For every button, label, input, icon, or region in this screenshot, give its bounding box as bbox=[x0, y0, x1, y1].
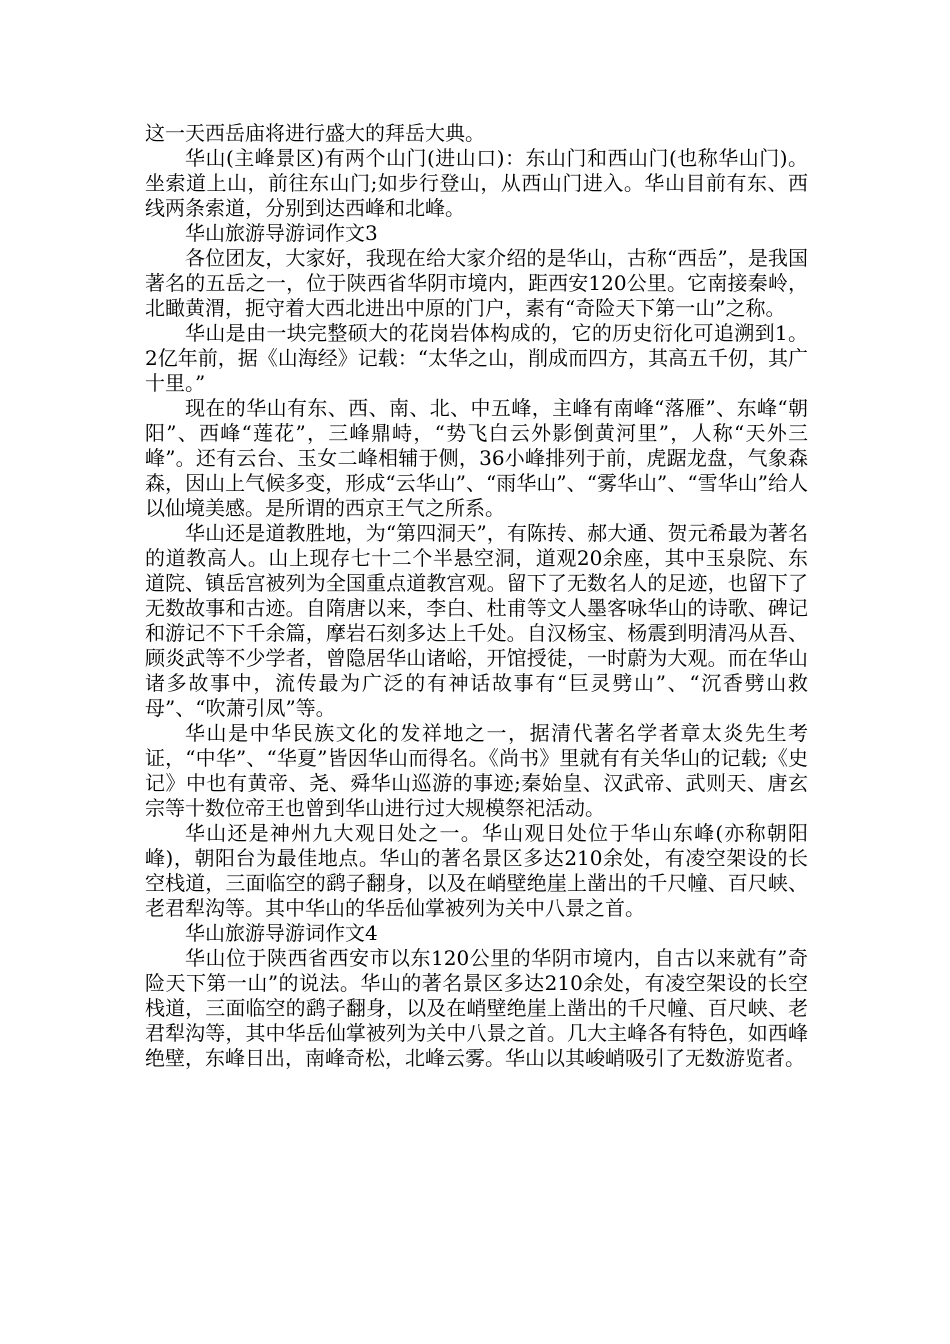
paragraph: 华山位于陕西省西安市以东120公里的华阴市境内，自古以来就有”奇险天下第一山”的说法。华山的著名景区多达210余处，有凌空架设的长空栈道，三面临空的鹞子翻身，以及在峭壁绝崖上凿出的千尺幢、百尺峡、老君犁沟等，其中华岳仙掌被列为关中八景之首。几大主峰各有特色，如西峰绝壁，东峰日出，南峰奇松，北峰云雾。华山以其峻峭吸引了无数游览者。 bbox=[145, 946, 808, 1070]
paragraph: 这一天西岳庙将进行盛大的拜岳大典。 bbox=[145, 121, 485, 145]
paragraph: 现在的华山有东、西、南、北、中五峰，主峰有南峰“落雁”、东峰“朝阳”、西峰“莲花”，三峰鼎峙，“势飞白云外影倒黄河里”，人称“天外三峰”。还有云台、玉女二峰相辅于侧，36小峰排列于前，虎踞龙盘，气象森森，因山上气候多变，形成“云华山”、“雨华山”、“雾华山”、“雪华山”给人以仙境美感。是所谓的西京王气之所系。 bbox=[145, 396, 808, 520]
section-heading: 华山旅游导游词作文4 bbox=[185, 921, 378, 945]
paragraph: 华山(主峰景区)有两个山门(进山口)：东山门和西山门(也称华山门)。坐索道上山，前往东山门;如步行登山，从西山门进入。华山目前有东、西线两条索道，分别到达西峰和北峰。 bbox=[145, 146, 808, 220]
paragraph: 华山还是神州九大观日处之一。华山观日处位于华山东峰(亦称朝阳峰)，朝阳台为最佳地点。华山的著名景区多达210余处，有凌空架设的长空栈道，三面临空的鹞子翻身，以及在峭壁绝崖上凿出的千尺幢、百尺峡、老君犁沟等。其中华山的华岳仙掌被列为关中八景之首。 bbox=[145, 821, 808, 920]
section-heading: 华山旅游导游词作文3 bbox=[185, 221, 378, 245]
document-body bbox=[145, 121, 808, 1071]
paragraph: 各位团友，大家好，我现在给大家介绍的是华山，古称“西岳”，是我国著名的五岳之一，位于陕西省华阴市境内，距西安120公里。它南接秦岭，北瞰黄渭，扼守着大西北进出中原的门户，素有“奇险天下第一山”之称。 bbox=[145, 246, 808, 320]
paragraph: 华山还是道教胜地，为“第四洞天”，有陈抟、郝大通、贺元希最为著名的道教高人。山上现存七十二个半悬空洞，道观20余座，其中玉泉院、东道院、镇岳宫被列为全国重点道教宫观。留下了无数名人的足迹，也留下了无数故事和古迹。自隋唐以来，李白、杜甫等文人墨客咏华山的诗歌、碑记和游记不下千余篇，摩岩石刻多达上千处。自汉杨宝、杨震到明清冯从吾、顾炎武等不少学者，曾隐居华山诸峪，开馆授徒，一时蔚为大观。而在华山诸多故事中，流传最为广泛的有神话故事有“巨灵劈山”、“沉香劈山救母”、“吹萧引凤”等。 bbox=[145, 521, 808, 720]
paragraph: 华山是中华民族文化的发祥地之一，据清代著名学者章太炎先生考证，“中华”、“华夏”皆因华山而得名。《尚书》里就有有关华山的记载;《史记》中也有黄帝、尧、舜华山巡游的事迹;秦始皇、汉武帝、武则天、唐玄宗等十数位帝王也曾到华山进行过大规模祭祀活动。 bbox=[145, 721, 808, 820]
paragraph: 华山是由一块完整硕大的花岗岩体构成的，它的历史衍化可追溯到1。2亿年前，据《山海经》记载：“太华之山，削成而四方，其高五千仞，其广十里。” bbox=[145, 321, 808, 395]
